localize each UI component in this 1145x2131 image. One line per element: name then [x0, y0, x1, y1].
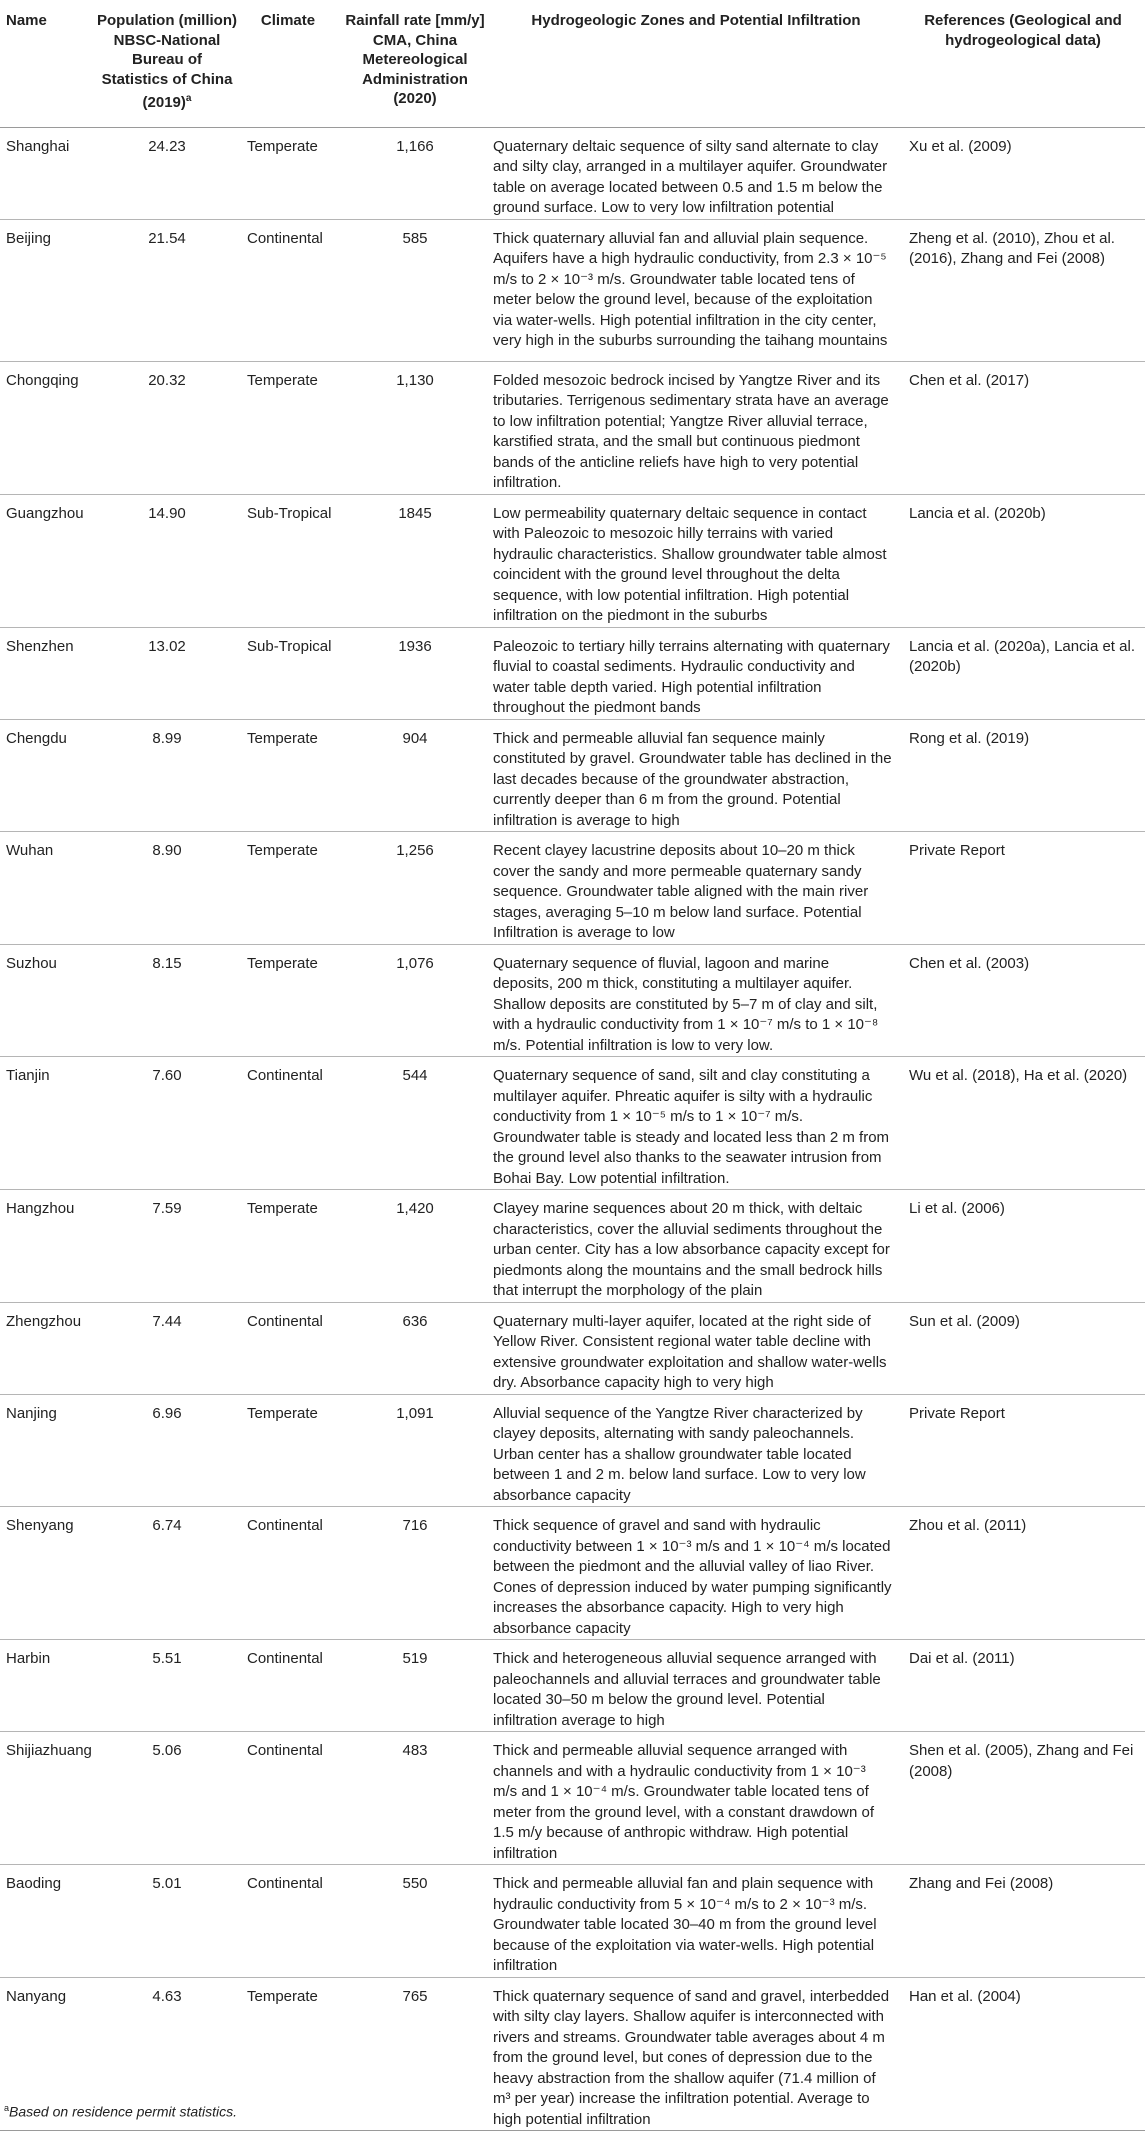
cell-name: Hangzhou	[0, 1190, 97, 1303]
table-row	[0, 1057, 1145, 1190]
cell-references: Xu et al. (2009)	[909, 137, 1012, 155]
cell-rainfall: 765	[339, 1977, 491, 2131]
header-population: Population (million) NBSC-National Bureau of Statistics of China $(2019)^a$	[97, 0, 237, 127]
table-row	[0, 1394, 1145, 1507]
table-body	[0, 127, 1145, 2131]
cell-climate: Temperate	[237, 944, 339, 1057]
cell-name: Suzhou	[0, 944, 97, 1057]
cell-name: Guangzhou	[0, 494, 97, 627]
cell-climate: Temperate	[247, 137, 318, 155]
cell-hydro: Paleozoic to tertiary hilly terrains alternating with quaternary fluvial to coastal sediments. Hydraulic conductivity and water table depth varied. High potential infiltration throughout the piedmont bands	[491, 627, 901, 719]
cell-population: 6.96	[97, 1394, 237, 1507]
cell-rainfall: 1936	[339, 627, 491, 719]
header-references: References (Geological and hydrogeological data)	[901, 0, 1145, 127]
cell-population: 8.15	[97, 944, 237, 1057]
cell-climate: Temperate	[237, 1977, 339, 2131]
cell-climate: Temperate	[237, 361, 339, 494]
cell-name: Chongqing	[0, 361, 97, 494]
cell-references: Han et al. (2004)	[901, 1977, 1145, 2131]
cell-climate: Continental	[237, 1865, 339, 1978]
cell-population: 13.02	[97, 627, 237, 719]
cell-population: 21.54	[97, 219, 237, 361]
cell-rainfall: 1,091	[339, 1394, 491, 1507]
cell-population: 20.32	[97, 361, 237, 494]
cell-hydro: Thick and permeable alluvial fan and plain sequence with hydraulic conductivity from 5 × 10⁻⁴ m/s to 2 × 10⁻³ m/s. Groundwater table located 30–40 m from the ground level because of the exploitation via water-wells. High potential infiltration	[491, 1865, 901, 1978]
cell-hydro: Thick quaternary sequence of sand and gravel, interbedded with silty clay layers. Shallow aquifer is interconnected with rivers and streams. Groundwater table averages about 4 m from the ground level, but cones of depression due to the heavy abstraction from the shallow aquifer (71.4 million of m³ per year) increase the infiltration potential. Average to high potential infiltration	[491, 1977, 901, 2131]
cell-population: 5.06	[97, 1732, 237, 1865]
table-row	[0, 1190, 1145, 1303]
table-row	[0, 127, 1145, 219]
cell-climate: Temperate	[237, 1394, 339, 1507]
cell-population: 5.51	[97, 1640, 237, 1732]
table-row	[0, 1732, 1145, 1865]
cell-population: 6.74	[97, 1507, 237, 1640]
cell-hydro: Thick quaternary alluvial fan and alluvial plain sequence. Aquifers have a high hydraulic conductivity, from 2.3 × 10⁻⁵ m/s to 2 × 10⁻³ m/s. Groundwater table located tens of meter below the ground level, because of the exploitation via water-wells. High potential infiltration in the city center, very high in the suburbs surrounding the taihang mountains	[491, 219, 901, 361]
cell-hydro: Folded mesozoic bedrock incised by Yangtze River and its tributaries. Terrigenous sedimentary strata have an average to low infiltration potential; Yangtze River alluvial terrace, karstified strata, and the small but continuous piedmont bands of the anticline reliefs have high to very potential infiltration.	[491, 361, 901, 494]
cell-references: Private Report	[901, 1394, 1145, 1507]
cell-rainfall: 1,420	[339, 1190, 491, 1303]
cell-population: 8.99	[97, 719, 237, 832]
cell-rainfall: 1,256	[339, 832, 491, 945]
cell-population: 7.60	[97, 1057, 237, 1190]
table-row	[0, 1865, 1145, 1978]
cell-hydro: Thick and permeable alluvial sequence arranged with channels and with a hydraulic conductivity from 1 × 10⁻³ m/s and 1 × 10⁻⁴ m/s. Groundwater table located tens of meter from the ground level, with a constant drawdown of 1.5 m/y because of anthropic withdraw. High potential infiltration	[491, 1732, 901, 1865]
cell-hydro: Quaternary sequence of fluvial, lagoon and marine deposits, 200 m thick, constituting a multilayer aquifer. Shallow deposits are constituted by 5–7 m of clay and silt, with a hydraulic conductivity from 1 × 10⁻⁷ m/s to 1 × 10⁻⁸ m/s. Potential infiltration is low to very low.	[491, 944, 901, 1057]
cell-name: Zhengzhou	[0, 1302, 97, 1394]
cell-population: 24.23	[148, 137, 186, 155]
cell-name: Harbin	[0, 1640, 97, 1732]
cell-climate: Temperate	[237, 1190, 339, 1303]
cell-population: 4.63	[97, 1977, 237, 2131]
cell-hydro: Thick sequence of gravel and sand with hydraulic conductivity between 1 × 10⁻³ m/s and 1 × 10⁻⁴ m/s located between the piedmont and the alluvial valley of liao River. Cones of depression induced by water pumping significantly increases the absorbance capacity. High to very high absorbance capacity	[491, 1507, 901, 1640]
cell-population: 8.90	[97, 832, 237, 945]
cell-rainfall: 1,130	[339, 361, 491, 494]
cell-hydro: Thick and permeable alluvial fan sequence mainly constituted by gravel. Groundwater table has declined in the last decades because of the groundwater abstraction, currently deeper than 6 m from the ground. Potential infiltration is average to high	[491, 719, 901, 832]
cell-climate: Continental	[237, 1302, 339, 1394]
cell-climate: Continental	[237, 1057, 339, 1190]
cell-rainfall: 1845	[339, 494, 491, 627]
cell-references: Dai et al. (2011)	[901, 1640, 1145, 1732]
cell-references: Wu et al. (2018), Ha et al. (2020)	[901, 1057, 1145, 1190]
cell-rainfall: 519	[339, 1640, 491, 1732]
header-hydro: Hydrogeologic Zones and Potential Infiltration	[491, 0, 901, 127]
table-row	[0, 944, 1145, 1057]
cell-name: Shenzhen	[0, 627, 97, 719]
cell-climate: Continental	[237, 1507, 339, 1640]
table-row	[0, 719, 1145, 832]
cell-name: Tianjin	[0, 1057, 97, 1190]
cell-rainfall: 1,166	[396, 137, 434, 155]
table-row	[0, 361, 1145, 494]
header-name: Name	[0, 0, 97, 127]
cell-hydro: Quaternary multi-layer aquifer, located at the right side of Yellow River. Consistent regional water table decline with extensive groundwater exploitation and shallow water-wells dry. Absorbance capacity high to very high	[491, 1302, 901, 1394]
cell-climate: Continental	[237, 219, 339, 361]
cell-name: Baoding	[0, 1865, 97, 1978]
cell-rainfall: 636	[339, 1302, 491, 1394]
cell-references: Zheng et al. (2010), Zhou et al. (2016), Zhang and Fei (2008)	[901, 219, 1145, 361]
header-row	[0, 0, 1145, 127]
cell-references: Private Report	[901, 832, 1145, 945]
cell-hydro: Quaternary deltaic sequence of silty sand alternate to clay and silty clay, arranged in a multilayer aquifer. Groundwater table on average located between 0.5 and 1.5 m below the ground surface. Low to very low infiltration potential	[493, 137, 888, 216]
cell-hydro: Low permeability quaternary deltaic sequence in contact with Paleozoic to mesozoic hilly terrains with varied hydraulic characteristics. Shallow groundwater table almost coincident with the ground level throughout the delta sequence, with low potential infiltration. High potential infiltration on the piedmont in the suburbs	[491, 494, 901, 627]
table-row	[0, 494, 1145, 627]
cell-rainfall: 1,076	[339, 944, 491, 1057]
cell-references: Zhang and Fei (2008)	[901, 1865, 1145, 1978]
header-climate: Climate	[237, 0, 339, 127]
cell-name: Shanghai	[6, 137, 70, 155]
cell-climate: Sub-Tropical	[237, 627, 339, 719]
cell-hydro: Clayey marine sequences about 20 m thick, with deltaic characteristics, cover the alluvial sediments throughout the urban center. City has a low absorbance capacity except for piedmonts along the mountains and the small bedrock hills that interrupt the morphology of the plain	[491, 1190, 901, 1303]
table-row	[0, 832, 1145, 945]
cell-references: Shen et al. (2005), Zhang and Fei (2008)	[901, 1732, 1145, 1865]
cell-rainfall: 716	[339, 1507, 491, 1640]
table-row	[0, 219, 1145, 361]
table-row	[0, 627, 1145, 719]
cell-name: Wuhan	[0, 832, 97, 945]
footnote: $^a$Based on residence permit statistics.	[4, 2103, 238, 2120]
cell-population: 14.90	[97, 494, 237, 627]
cell-hydro: Quaternary sequence of sand, silt and clay constituting a multilayer aquifer. Phreatic aquifer is silty with a hydraulic conductivity from 1 × 10⁻⁵ m/s to 1 × 10⁻⁷ m/s. Groundwater table is steady and located less than 2 m from the ground level also thanks to the seawater intrusion from Bohai Bay. Low potential infiltration.	[491, 1057, 901, 1190]
cell-population: 7.59	[97, 1190, 237, 1303]
cell-population: 5.01	[97, 1865, 237, 1978]
cell-population: 7.44	[97, 1302, 237, 1394]
table-row	[0, 1640, 1145, 1732]
cell-climate: Temperate	[237, 719, 339, 832]
cell-hydro: Thick and heterogeneous alluvial sequence arranged with paleochannels and alluvial terraces and groundwater table located 30–50 m below the ground level. Potential infiltration average to high	[491, 1640, 901, 1732]
cell-name: Nanjing	[0, 1394, 97, 1507]
cell-climate: Continental	[237, 1640, 339, 1732]
cell-name: Shenyang	[0, 1507, 97, 1640]
cell-references: Li et al. (2006)	[901, 1190, 1145, 1303]
cell-rainfall: 585	[339, 219, 491, 361]
cell-name: Shijiazhuang	[0, 1732, 97, 1865]
cell-name: Nanyang	[0, 1977, 97, 2131]
table-row	[0, 1507, 1145, 1640]
cell-references: Lancia et al. (2020a), Lancia et al. (2020b)	[901, 627, 1145, 719]
cell-rainfall: 904	[339, 719, 491, 832]
cell-rainfall: 544	[339, 1057, 491, 1190]
cell-name: Beijing	[0, 219, 97, 361]
cell-references: Chen et al. (2017)	[901, 361, 1145, 494]
header-rainfall: Rainfall rate [mm/y] CMA, China Metereological Administration (2020)	[339, 0, 491, 127]
cell-rainfall: 550	[339, 1865, 491, 1978]
cell-hydro: Recent clayey lacustrine deposits about 10–20 m thick cover the sandy and more permeable quaternary sandy sequence. Groundwater table aligned with the main river stages, averaging 5–10 m below land surface. Potential Infiltration is average to low	[491, 832, 901, 945]
cell-references: Zhou et al. (2011)	[901, 1507, 1145, 1640]
cell-references: Chen et al. (2003)	[901, 944, 1145, 1057]
cell-rainfall: 483	[339, 1732, 491, 1865]
cell-references: Lancia et al. (2020b)	[901, 494, 1145, 627]
cell-name: Chengdu	[0, 719, 97, 832]
cell-climate: Continental	[237, 1732, 339, 1865]
cell-climate: Temperate	[237, 832, 339, 945]
cell-references: Rong et al. (2019)	[901, 719, 1145, 832]
cell-hydro: Alluvial sequence of the Yangtze River characterized by clayey deposits, alternating with sandy paleochannels. Urban center has a shallow groundwater table located between 1 and 2 m. below land surface. Low to very low absorbance capacity	[491, 1394, 901, 1507]
cell-climate: Sub-Tropical	[237, 494, 339, 627]
cell-references: Sun et al. (2009)	[901, 1302, 1145, 1394]
table-row	[0, 1302, 1145, 1394]
